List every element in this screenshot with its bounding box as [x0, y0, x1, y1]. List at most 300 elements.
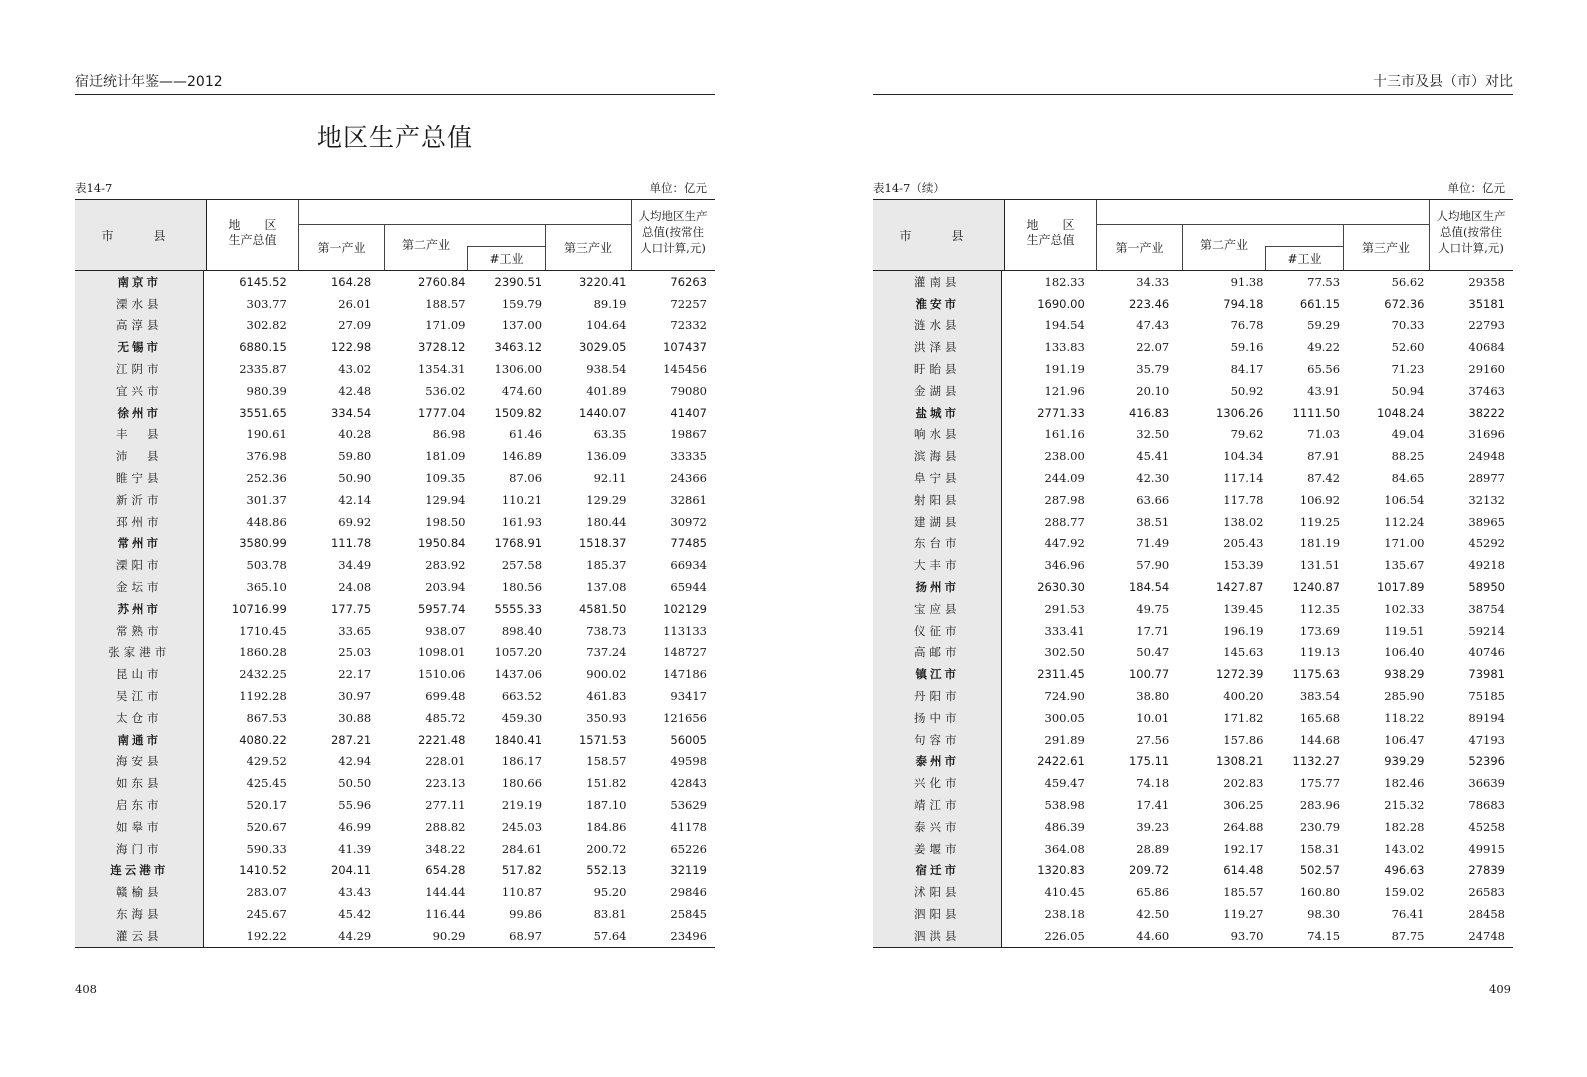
region-name-cell: 仪征市 — [873, 620, 1002, 642]
gdp-cell: 1690.00 — [1037, 296, 1085, 311]
secondary-cell: 157.86 — [1223, 732, 1264, 747]
industry-cell: 284.61 — [501, 841, 543, 856]
gdp-cell: 302.82 — [246, 318, 287, 333]
primary-cell: 40.28 — [338, 427, 372, 442]
gdp-cell: 194.54 — [1044, 318, 1085, 333]
primary-cell: 30.88 — [338, 710, 372, 725]
primary-cell: 32.50 — [1136, 427, 1170, 442]
region-name-cell: 泗洪县 — [873, 925, 1002, 947]
tertiary-cell: 180.44 — [586, 514, 627, 529]
per-capita-cell: 47193 — [1468, 732, 1505, 747]
table-header — [75, 199, 715, 271]
secondary-cell: 129.94 — [425, 492, 466, 507]
primary-cell: 41.39 — [338, 841, 372, 856]
industry-cell: 160.80 — [1299, 885, 1341, 900]
tertiary-cell: 200.72 — [586, 841, 627, 856]
industry-cell: 383.54 — [1299, 689, 1341, 704]
region-name-cell: 宿迁市 — [873, 860, 1002, 882]
tertiary-cell: 1017.89 — [1376, 580, 1425, 595]
secondary-cell: 283.92 — [425, 558, 466, 573]
region-name-cell: 无锡市 — [75, 336, 204, 358]
per-capita-cell: 72332 — [670, 318, 707, 333]
table-row — [873, 707, 1513, 729]
tertiary-cell: 118.22 — [1384, 710, 1425, 725]
table-row — [75, 511, 715, 533]
primary-cell: 65.86 — [1136, 885, 1170, 900]
industry-cell: 119.25 — [1299, 514, 1341, 529]
gdp-cell: 291.89 — [1044, 732, 1085, 747]
secondary-cell: 202.83 — [1223, 776, 1264, 791]
industry-cell: 1509.82 — [494, 405, 543, 420]
industry-cell: 99.86 — [509, 907, 543, 921]
per-capita-cell: 56005 — [670, 732, 707, 747]
gdp-cell: 121.96 — [1044, 383, 1085, 398]
tertiary-cell: 49.04 — [1391, 427, 1425, 442]
region-name-cell: 海安县 — [75, 751, 204, 773]
gdp-cell: 302.50 — [1044, 645, 1085, 660]
tertiary-cell: 187.10 — [586, 798, 627, 813]
industry-cell: 71.03 — [1307, 427, 1341, 442]
table-row — [873, 533, 1513, 555]
secondary-cell: 145.63 — [1223, 645, 1264, 660]
industry-cell: 110.87 — [501, 885, 543, 900]
primary-cell: 59.80 — [338, 449, 372, 464]
secondary-cell: 1427.87 — [1215, 580, 1264, 595]
region-name-cell: 徐州市 — [75, 402, 204, 424]
region-name-cell: 盐城市 — [873, 402, 1002, 424]
gdp-cell: 133.83 — [1044, 340, 1085, 355]
gdp-cell: 364.08 — [1044, 841, 1085, 856]
secondary-cell: 171.82 — [1223, 710, 1264, 725]
table-row — [873, 293, 1513, 315]
primary-cell: 69.92 — [338, 514, 372, 529]
industry-cell: 180.66 — [501, 776, 543, 791]
table-number: 表14-7（续） — [873, 181, 945, 195]
industry-cell: 87.06 — [509, 471, 543, 486]
industry-cell: 1175.63 — [1292, 667, 1341, 682]
tertiary-cell: 1048.24 — [1376, 405, 1425, 420]
per-capita-cell: 27839 — [1468, 863, 1505, 878]
per-capita-cell: 45292 — [1468, 536, 1505, 551]
secondary-cell: 938.07 — [425, 623, 466, 638]
region-name-cell: 宜兴市 — [75, 380, 204, 402]
table-row — [75, 642, 715, 664]
gdp-cell: 6880.15 — [239, 340, 287, 355]
primary-cell: 43.02 — [338, 362, 372, 377]
table-number: 表14-7 — [75, 181, 113, 195]
tertiary-cell: 52.60 — [1391, 340, 1425, 355]
industry-cell: 245.03 — [501, 819, 543, 834]
region-name-cell: 滨海县 — [873, 445, 1002, 467]
header-secondary: 第二产业 — [401, 238, 450, 252]
page-title: 地区生产总值 — [316, 123, 473, 152]
primary-cell: 287.21 — [330, 732, 372, 747]
industry-cell: 663.52 — [501, 689, 543, 704]
region-name-cell: 启东市 — [75, 794, 204, 816]
per-capita-cell: 29846 — [670, 885, 707, 900]
primary-cell: 223.46 — [1128, 296, 1170, 311]
tertiary-cell: 136.09 — [586, 449, 627, 464]
primary-cell: 45.42 — [338, 907, 372, 921]
region-name-cell: 兴化市 — [873, 772, 1002, 794]
region-name-cell: 苏州市 — [75, 598, 204, 620]
table-row — [75, 293, 715, 315]
secondary-cell: 699.48 — [425, 689, 466, 704]
gdp-cell: 346.96 — [1044, 558, 1085, 573]
secondary-cell: 185.57 — [1223, 885, 1264, 900]
per-capita-cell: 72257 — [670, 296, 707, 311]
table-row — [75, 729, 715, 751]
gdp-cell: 300.05 — [1044, 710, 1085, 725]
secondary-cell: 79.62 — [1230, 427, 1264, 442]
table-row — [75, 772, 715, 794]
industry-cell: 59.29 — [1307, 318, 1341, 333]
table-row — [75, 533, 715, 555]
gdp-cell: 724.90 — [1044, 689, 1085, 704]
primary-cell: 20.10 — [1136, 383, 1170, 398]
tertiary-cell: 185.37 — [586, 558, 627, 573]
gdp-cell: 4080.22 — [239, 732, 287, 747]
gdp-cell: 1410.52 — [239, 863, 287, 878]
secondary-cell: 1950.84 — [417, 536, 466, 551]
gdp-table-right — [873, 199, 1513, 948]
table-row — [873, 336, 1513, 358]
header-gdp — [1005, 200, 1097, 270]
gdp-cell: 303.77 — [246, 296, 287, 311]
region-name-cell: 洪泽县 — [873, 336, 1002, 358]
secondary-cell: 117.78 — [1223, 492, 1264, 507]
region-name-cell: 海门市 — [75, 838, 204, 860]
table-row — [873, 663, 1513, 685]
gdp-cell: 191.19 — [1044, 362, 1085, 377]
region-name-cell: 金坛市 — [75, 576, 204, 598]
industry-cell: 77.53 — [1307, 274, 1341, 289]
secondary-cell: 348.22 — [425, 841, 466, 856]
per-capita-cell: 24948 — [1468, 449, 1505, 464]
primary-cell: 55.96 — [338, 798, 372, 813]
header-tertiary: 第三产业 — [563, 240, 612, 255]
secondary-cell: 93.70 — [1230, 928, 1264, 943]
gdp-cell: 238.00 — [1044, 449, 1085, 464]
table-row — [75, 838, 715, 860]
per-capita-cell: 77485 — [670, 536, 707, 551]
secondary-cell: 794.18 — [1223, 296, 1264, 311]
gdp-cell: 2432.25 — [239, 667, 287, 682]
per-capita-cell: 65944 — [670, 580, 707, 595]
primary-cell: 28.89 — [1136, 841, 1170, 856]
table-row — [75, 751, 715, 773]
region-name-cell: 响水县 — [873, 424, 1002, 446]
per-capita-cell: 75185 — [1468, 689, 1505, 704]
per-capita-cell: 58950 — [1468, 580, 1505, 595]
secondary-cell: 1510.06 — [417, 667, 466, 682]
tertiary-cell: 112.24 — [1384, 514, 1425, 529]
industry-cell: 74.15 — [1307, 928, 1341, 943]
per-capita-cell: 28977 — [1468, 471, 1505, 486]
industry-cell: 5555.33 — [494, 601, 543, 616]
tertiary-cell: 496.63 — [1384, 863, 1425, 878]
gdp-cell: 333.41 — [1044, 623, 1085, 638]
table-row — [75, 424, 715, 446]
secondary-cell: 223.13 — [425, 776, 466, 791]
gdp-cell: 238.18 — [1044, 907, 1085, 921]
industry-cell: 219.19 — [501, 798, 543, 813]
tertiary-cell: 350.93 — [586, 710, 627, 725]
tertiary-cell: 129.29 — [586, 492, 627, 507]
industry-cell: 112.35 — [1299, 601, 1341, 616]
secondary-cell: 3728.12 — [417, 340, 466, 355]
per-capita-cell: 19867 — [670, 427, 707, 442]
region-name-cell: 射阳县 — [873, 489, 1002, 511]
tertiary-cell: 184.86 — [586, 819, 627, 834]
tertiary-cell: 76.41 — [1391, 907, 1425, 921]
primary-cell: 43.43 — [338, 885, 372, 900]
tertiary-cell: 738.73 — [586, 623, 627, 638]
tertiary-cell: 87.75 — [1391, 928, 1425, 943]
industry-cell: 43.91 — [1307, 383, 1341, 398]
tertiary-cell: 158.57 — [586, 754, 627, 769]
secondary-cell: 171.09 — [425, 318, 466, 333]
gdp-cell: 252.36 — [246, 471, 287, 486]
secondary-cell: 2221.48 — [417, 732, 466, 747]
tertiary-cell: 106.54 — [1384, 492, 1425, 507]
primary-cell: 46.99 — [338, 819, 372, 834]
industry-cell: 106.92 — [1299, 492, 1341, 507]
primary-cell: 50.90 — [338, 471, 372, 486]
gdp-cell: 2311.45 — [1037, 667, 1085, 682]
tertiary-cell: 119.51 — [1384, 623, 1425, 638]
per-capita-cell: 42843 — [670, 776, 707, 791]
primary-cell: 44.60 — [1136, 928, 1170, 943]
gdp-cell: 486.39 — [1044, 819, 1085, 834]
primary-cell: 42.50 — [1136, 907, 1170, 921]
primary-cell: 42.14 — [338, 492, 372, 507]
gdp-cell: 2335.87 — [239, 362, 287, 377]
tertiary-cell: 102.33 — [1384, 601, 1425, 616]
table-row — [75, 794, 715, 816]
table-row — [75, 925, 715, 947]
header-gdp-line1: 地 区 — [228, 218, 277, 232]
industry-cell: 87.42 — [1307, 471, 1341, 486]
region-name-cell: 灌云县 — [75, 925, 204, 947]
primary-cell: 38.51 — [1136, 514, 1170, 529]
secondary-cell: 306.25 — [1223, 798, 1264, 813]
secondary-cell: 86.98 — [432, 427, 466, 442]
gdp-cell: 192.22 — [246, 928, 287, 943]
per-capita-cell: 29358 — [1468, 274, 1505, 289]
industry-cell: 2390.51 — [494, 274, 543, 289]
primary-cell: 27.09 — [338, 318, 372, 333]
table-row — [873, 642, 1513, 664]
secondary-cell: 192.17 — [1223, 841, 1264, 856]
header-tertiary: 第三产业 — [1361, 240, 1410, 255]
primary-cell: 74.18 — [1136, 776, 1170, 791]
per-capita-cell: 32119 — [670, 863, 707, 878]
tertiary-cell: 672.36 — [1384, 296, 1425, 311]
table-row — [75, 445, 715, 467]
tertiary-cell: 938.54 — [586, 362, 627, 377]
gdp-cell: 161.16 — [1044, 427, 1085, 442]
primary-cell: 17.41 — [1136, 798, 1170, 813]
tertiary-cell: 92.11 — [593, 471, 627, 486]
per-capita-cell: 40746 — [1468, 645, 1505, 660]
gdp-cell: 410.45 — [1044, 885, 1085, 900]
secondary-cell: 654.28 — [425, 863, 466, 878]
header-primary: 第一产业 — [299, 224, 385, 270]
per-capita-cell: 32132 — [1468, 492, 1505, 507]
primary-cell: 25.03 — [338, 645, 372, 660]
table-row — [75, 554, 715, 576]
primary-cell: 22.17 — [338, 667, 372, 682]
region-name-cell: 沛 县 — [75, 445, 204, 467]
gdp-cell: 283.07 — [246, 885, 287, 900]
per-capita-cell: 121656 — [663, 710, 707, 725]
gdp-cell: 425.45 — [246, 776, 287, 791]
region-name-cell: 句容市 — [873, 729, 1002, 751]
tertiary-cell: 50.94 — [1391, 383, 1425, 398]
per-capita-cell: 40684 — [1468, 340, 1505, 355]
secondary-cell: 1777.04 — [417, 405, 466, 420]
region-name-cell: 高邮市 — [873, 642, 1002, 664]
primary-cell: 22.07 — [1136, 340, 1170, 355]
gdp-cell: 287.98 — [1044, 492, 1085, 507]
table-row — [873, 445, 1513, 467]
per-capita-cell: 29160 — [1468, 362, 1505, 377]
secondary-cell: 138.02 — [1223, 514, 1264, 529]
table-row — [873, 315, 1513, 337]
table-row — [75, 489, 715, 511]
region-name-cell: 镇江市 — [873, 663, 1002, 685]
tertiary-cell: 938.29 — [1384, 667, 1425, 682]
secondary-cell: 116.44 — [425, 907, 466, 921]
primary-cell: 50.47 — [1136, 645, 1170, 660]
gdp-cell: 301.37 — [246, 492, 287, 507]
secondary-cell: 288.82 — [425, 819, 466, 834]
tertiary-cell: 104.64 — [586, 318, 627, 333]
secondary-cell: 104.34 — [1223, 449, 1264, 464]
secondary-cell: 205.43 — [1223, 536, 1264, 551]
gdp-cell: 520.67 — [246, 819, 287, 834]
primary-cell: 63.66 — [1136, 492, 1170, 507]
per-capita-cell: 45258 — [1468, 819, 1505, 834]
industry-cell: 1437.06 — [494, 667, 543, 682]
secondary-cell: 2760.84 — [417, 274, 466, 289]
secondary-cell: 536.02 — [425, 383, 466, 398]
industry-cell: 181.19 — [1299, 536, 1341, 551]
primary-cell: 42.94 — [338, 754, 372, 769]
secondary-cell: 277.11 — [425, 798, 466, 813]
per-capita-cell: 32861 — [670, 492, 707, 507]
primary-cell: 26.01 — [338, 296, 372, 311]
gdp-cell: 244.09 — [1044, 471, 1085, 486]
industry-cell: 1306.00 — [494, 362, 543, 377]
table-row — [75, 467, 715, 489]
header-per-capita-line2: 总值(按常住 — [1440, 225, 1502, 239]
per-capita-cell: 37463 — [1468, 383, 1505, 398]
tertiary-cell: 737.24 — [586, 645, 627, 660]
header-per-capita-line3: 人口计算,元) — [1438, 241, 1504, 255]
primary-cell: 71.49 — [1136, 536, 1170, 551]
unit-label: 单位：亿元 — [1447, 181, 1505, 195]
primary-cell: 27.56 — [1136, 732, 1170, 747]
secondary-cell: 264.88 — [1223, 819, 1264, 834]
per-capita-cell: 145456 — [663, 362, 707, 377]
region-name-cell: 南通市 — [75, 729, 204, 751]
industry-cell: 180.56 — [501, 580, 543, 595]
secondary-cell: 109.35 — [425, 471, 466, 486]
table-row — [873, 554, 1513, 576]
region-name-cell: 盱眙县 — [873, 358, 1002, 380]
primary-cell: 39.23 — [1136, 819, 1170, 834]
primary-cell: 38.80 — [1136, 689, 1170, 704]
unit-label: 单位：亿元 — [649, 181, 707, 195]
table-row — [75, 620, 715, 642]
secondary-cell: 84.17 — [1230, 362, 1264, 377]
per-capita-cell: 49218 — [1468, 558, 1505, 573]
table-row — [873, 380, 1513, 402]
primary-cell: 45.41 — [1136, 449, 1170, 464]
per-capita-cell: 38222 — [1468, 405, 1505, 420]
gdp-cell: 1320.83 — [1037, 863, 1085, 878]
primary-cell: 111.78 — [330, 536, 372, 551]
industry-cell: 517.82 — [501, 863, 543, 878]
primary-cell: 35.79 — [1136, 362, 1170, 377]
header-primary: 第一产业 — [1097, 224, 1183, 270]
per-capita-cell: 73981 — [1468, 667, 1505, 682]
per-capita-cell: 41178 — [670, 819, 707, 834]
secondary-cell: 1306.26 — [1215, 405, 1264, 420]
secondary-cell: 91.38 — [1230, 274, 1264, 289]
industry-cell: 159.79 — [501, 296, 543, 311]
table-row — [75, 271, 715, 293]
table-row — [873, 358, 1513, 380]
per-capita-cell: 65226 — [670, 841, 707, 856]
table-row — [873, 860, 1513, 882]
tertiary-cell: 151.82 — [586, 776, 627, 791]
table-body — [873, 271, 1513, 948]
header-gdp-line2: 生产总值 — [228, 233, 277, 247]
per-capita-cell: 148727 — [663, 645, 707, 660]
gdp-cell: 376.98 — [246, 449, 287, 464]
per-capita-cell: 25845 — [670, 907, 707, 921]
tertiary-cell: 182.28 — [1384, 819, 1425, 834]
industry-cell: 146.89 — [501, 449, 543, 464]
table-row — [873, 402, 1513, 424]
secondary-cell: 614.48 — [1223, 863, 1264, 878]
region-name-cell: 常州市 — [75, 533, 204, 555]
per-capita-cell: 66934 — [670, 558, 707, 573]
tertiary-cell: 939.29 — [1384, 754, 1425, 769]
region-name-cell: 东台市 — [873, 533, 1002, 555]
table-row — [873, 271, 1513, 293]
secondary-cell: 117.14 — [1223, 471, 1264, 486]
tertiary-cell: 1518.37 — [578, 536, 627, 551]
secondary-cell: 144.44 — [425, 885, 466, 900]
industry-cell: 87.91 — [1307, 449, 1341, 464]
industry-cell: 1057.20 — [494, 645, 543, 660]
region-name-cell: 溧阳市 — [75, 554, 204, 576]
per-capita-cell: 28458 — [1468, 907, 1505, 921]
table-row — [75, 881, 715, 903]
table-row — [873, 467, 1513, 489]
tertiary-cell: 4581.50 — [578, 601, 627, 616]
tertiary-cell: 83.81 — [593, 907, 627, 921]
region-name-cell: 沭阳县 — [873, 881, 1002, 903]
table-row — [75, 336, 715, 358]
per-capita-cell: 107437 — [663, 340, 707, 355]
secondary-cell: 188.57 — [425, 296, 466, 311]
table-row — [873, 751, 1513, 773]
